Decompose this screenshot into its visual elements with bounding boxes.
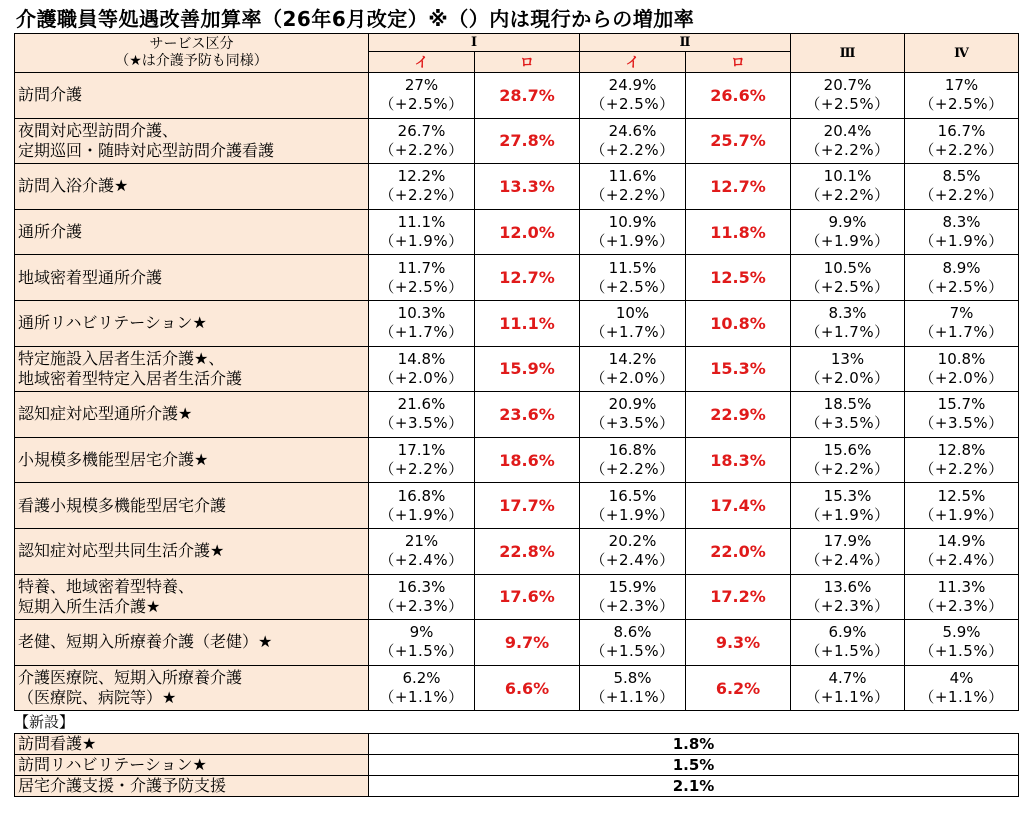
rate-III-cell	[791, 255, 905, 301]
rate-I-i-increase: （+2.5%）	[379, 95, 464, 114]
rate-II-ro-cell: 12.7%	[686, 164, 791, 210]
rate-II-i-rate: 11.6%	[608, 167, 657, 186]
rate-IV-cell	[905, 620, 1019, 666]
rate-III-rate: 20.4%	[823, 121, 872, 140]
rate-I-i-rate: 6.2%	[402, 669, 441, 688]
rate-IV-rate: 12.8%	[937, 441, 986, 460]
rate-IV-rate: 15.7%	[937, 395, 986, 414]
rate-II-i-increase: （+1.5%）	[590, 642, 675, 661]
rate-III-rate: 8.3%	[828, 304, 867, 323]
rate-II-i-rate: 15.9%	[608, 577, 657, 596]
rate-III-increase: （+2.3%）	[805, 596, 890, 615]
service-name-cell	[15, 164, 369, 210]
rate-I-i-rate: 10.3%	[397, 304, 446, 323]
rate-III-increase: （+2.4%）	[805, 551, 890, 570]
rate-III-increase: （+3.5%）	[805, 414, 890, 433]
new-service-name: 居宅介護支援・介護予防支援	[15, 776, 369, 797]
new-service-rate: 2.1%	[369, 776, 1019, 797]
rate-IV-rate: 8.3%	[942, 213, 981, 232]
rate-II-ro-cell: 11.8%	[686, 209, 791, 255]
rate-IV-cell	[905, 574, 1019, 620]
new-section-label: 【新設】	[14, 713, 75, 731]
rates-table	[14, 33, 1019, 711]
rate-I-i-increase: （+1.7%）	[379, 323, 464, 342]
rate-IV-rate: 4%	[949, 669, 974, 688]
rate-I-i-cell	[369, 483, 475, 529]
service-name-cell	[15, 73, 369, 119]
table-row	[15, 118, 1019, 164]
rate-III-rate: 13%	[830, 349, 865, 368]
service-header-line2: （★は介護予防も同様）	[115, 53, 268, 69]
rate-II-i-increase: （+1.9%）	[590, 232, 675, 251]
rate-II-i-cell	[580, 665, 686, 711]
rate-III-cell	[791, 392, 905, 438]
rate-IV-increase: （+2.5%）	[919, 95, 1004, 114]
rate-IV-rate: 11.3%	[937, 577, 986, 596]
rate-III-rate: 9.9%	[828, 213, 867, 232]
rate-II-ro-cell: 6.2%	[686, 665, 791, 711]
rate-I-ro-cell: 12.7%	[475, 255, 580, 301]
rate-I-i-cell	[369, 346, 475, 392]
service-name-line1: 夜間対応型訪問介護、	[18, 120, 179, 140]
service-name-cell	[15, 437, 369, 483]
rate-II-i-cell	[580, 574, 686, 620]
rate-I-i-rate: 11.7%	[397, 258, 446, 277]
rate-II-i-rate: 20.2%	[608, 532, 657, 551]
rate-IV-increase: （+2.2%）	[919, 460, 1004, 479]
rate-IV-increase: （+1.9%）	[919, 232, 1004, 251]
group-header-IV: Ⅳ	[905, 34, 1019, 73]
rate-I-ro-cell: 15.9%	[475, 346, 580, 392]
rate-IV-increase: （+3.5%）	[919, 414, 1004, 433]
rate-II-ro-cell: 22.0%	[686, 528, 791, 574]
rate-III-cell	[791, 118, 905, 164]
table-row	[15, 73, 1019, 119]
rate-IV-rate: 10.8%	[937, 349, 986, 368]
rate-IV-increase: （+1.5%）	[919, 642, 1004, 661]
rate-I-i-increase: （+2.5%）	[379, 277, 464, 296]
service-header	[15, 34, 369, 73]
rate-I-ro-cell: 28.7%	[475, 73, 580, 119]
rate-II-i-cell	[580, 437, 686, 483]
rate-I-i-rate: 16.8%	[397, 486, 446, 505]
rate-I-i-increase: （+2.0%）	[379, 368, 464, 387]
service-name-line1: 訪問入浴介護★	[18, 176, 129, 196]
rate-I-i-increase: （+1.1%）	[379, 688, 464, 707]
rate-IV-cell	[905, 437, 1019, 483]
rate-IV-increase: （+2.4%）	[919, 551, 1004, 570]
rate-III-rate: 4.7%	[828, 669, 867, 688]
service-name-line1: 看護小規模多機能型居宅介護	[18, 495, 227, 515]
table-row	[15, 300, 1019, 346]
rate-I-i-cell	[369, 255, 475, 301]
rate-II-ro-cell: 12.5%	[686, 255, 791, 301]
rate-II-i-increase: （+2.4%）	[590, 551, 675, 570]
page-title: 介護職員等処遇改善加算率（26年6月改定）※（）内は現行からの増加率	[16, 7, 695, 31]
rate-II-i-increase: （+2.5%）	[590, 277, 675, 296]
rate-I-ro-cell: 23.6%	[475, 392, 580, 438]
rate-II-i-rate: 8.6%	[613, 623, 652, 642]
rate-III-cell	[791, 437, 905, 483]
rate-II-i-increase: （+2.0%）	[590, 368, 675, 387]
rate-I-i-cell	[369, 528, 475, 574]
service-name-line1: 小規模多機能型居宅介護★	[18, 450, 209, 470]
rate-III-increase: （+1.9%）	[805, 505, 890, 524]
rate-III-increase: （+2.0%）	[805, 368, 890, 387]
new-service-rate: 1.5%	[369, 755, 1019, 776]
rate-II-i-rate: 11.5%	[608, 258, 657, 277]
service-name-line1: 特養、地域密着型特養、	[18, 576, 195, 596]
rate-I-i-cell	[369, 574, 475, 620]
rate-III-cell	[791, 665, 905, 711]
table-row	[15, 437, 1019, 483]
rate-III-cell	[791, 73, 905, 119]
table-row	[15, 255, 1019, 301]
service-name-line1: 老健、短期入所療養介護（老健）★	[18, 632, 273, 652]
service-name-line1: 特定施設入居者生活介護★、	[18, 348, 225, 368]
rate-II-i-rate: 24.9%	[608, 76, 657, 95]
rate-I-i-cell	[369, 437, 475, 483]
rate-IV-rate: 14.9%	[937, 532, 986, 551]
rate-II-i-cell	[580, 392, 686, 438]
rate-II-ro-cell: 22.9%	[686, 392, 791, 438]
rate-IV-cell	[905, 346, 1019, 392]
subheader-II-i: イ	[580, 52, 686, 73]
service-name-line1: 通所介護	[18, 222, 83, 242]
rate-III-rate: 18.5%	[823, 395, 872, 414]
table-row	[15, 209, 1019, 255]
rate-II-i-rate: 14.2%	[608, 349, 657, 368]
rate-II-ro-cell: 10.8%	[686, 300, 791, 346]
rate-I-i-rate: 9%	[409, 623, 434, 642]
rate-I-i-rate: 16.3%	[397, 577, 446, 596]
rate-III-rate: 15.6%	[823, 441, 872, 460]
rate-IV-rate: 5.9%	[942, 623, 981, 642]
rate-I-ro-cell: 17.6%	[475, 574, 580, 620]
rate-I-ro-cell: 6.6%	[475, 665, 580, 711]
rate-IV-increase: （+2.0%）	[919, 368, 1004, 387]
rate-II-ro-cell: 18.3%	[686, 437, 791, 483]
service-name-line1: 認知症対応型共同生活介護★	[18, 541, 225, 561]
rate-IV-rate: 16.7%	[937, 121, 986, 140]
rate-II-i-rate: 10.9%	[608, 213, 657, 232]
rate-II-i-cell	[580, 300, 686, 346]
rate-I-i-cell	[369, 392, 475, 438]
rate-I-i-rate: 14.8%	[397, 349, 446, 368]
rate-I-i-increase: （+1.5%）	[379, 642, 464, 661]
rate-I-i-cell	[369, 164, 475, 210]
service-name-cell	[15, 620, 369, 666]
subheader-I-ro: ロ	[475, 52, 580, 73]
rate-I-ro-cell: 12.0%	[475, 209, 580, 255]
rate-I-i-increase: （+2.3%）	[379, 596, 464, 615]
rate-III-cell	[791, 483, 905, 529]
service-name-cell	[15, 209, 369, 255]
rate-III-cell	[791, 346, 905, 392]
service-name-cell	[15, 528, 369, 574]
rate-IV-increase: （+2.5%）	[919, 277, 1004, 296]
service-name-cell	[15, 483, 369, 529]
rate-II-i-increase: （+2.2%）	[590, 140, 675, 159]
rate-IV-cell	[905, 164, 1019, 210]
rate-I-ro-cell: 17.7%	[475, 483, 580, 529]
rate-I-i-increase: （+2.4%）	[379, 551, 464, 570]
rate-II-i-rate: 10%	[615, 304, 650, 323]
service-name-line1: 地域密着型通所介護	[18, 267, 163, 287]
table-row	[15, 392, 1019, 438]
rate-II-i-cell	[580, 73, 686, 119]
rate-II-i-increase: （+1.9%）	[590, 505, 675, 524]
rate-II-i-cell	[580, 255, 686, 301]
group-header-III: Ⅲ	[791, 34, 905, 73]
rate-I-ro-cell: 27.8%	[475, 118, 580, 164]
rate-IV-cell	[905, 300, 1019, 346]
rate-III-increase: （+2.5%）	[805, 95, 890, 114]
rate-III-increase: （+2.5%）	[805, 277, 890, 296]
table-row	[15, 665, 1019, 711]
rate-I-i-increase: （+2.2%）	[379, 186, 464, 205]
rate-II-i-rate: 24.6%	[608, 121, 657, 140]
rate-II-ro-cell: 9.3%	[686, 620, 791, 666]
rate-IV-cell	[905, 255, 1019, 301]
service-name-cell	[15, 392, 369, 438]
rate-II-ro-cell: 15.3%	[686, 346, 791, 392]
rate-I-i-increase: （+3.5%）	[379, 414, 464, 433]
table-row	[15, 346, 1019, 392]
table-row	[15, 620, 1019, 666]
rate-III-rate: 15.3%	[823, 486, 872, 505]
rate-IV-rate: 12.5%	[937, 486, 986, 505]
rate-III-increase: （+1.5%）	[805, 642, 890, 661]
rate-III-rate: 10.5%	[823, 258, 872, 277]
rate-I-ro-cell: 13.3%	[475, 164, 580, 210]
subheader-II-ro: ロ	[686, 52, 791, 73]
rate-II-i-rate: 16.5%	[608, 486, 657, 505]
service-name-cell	[15, 255, 369, 301]
rate-IV-increase: （+1.9%）	[919, 505, 1004, 524]
rate-II-i-cell	[580, 346, 686, 392]
rate-II-i-cell	[580, 620, 686, 666]
rate-III-increase: （+1.1%）	[805, 688, 890, 707]
rate-III-cell	[791, 528, 905, 574]
rate-III-cell	[791, 574, 905, 620]
rate-II-ro-cell: 17.4%	[686, 483, 791, 529]
rate-IV-cell	[905, 665, 1019, 711]
rate-II-i-cell	[580, 483, 686, 529]
rate-II-i-increase: （+2.2%）	[590, 186, 675, 205]
rate-I-i-increase: （+2.2%）	[379, 140, 464, 159]
service-name-line1: 訪問介護	[18, 85, 83, 105]
new-service-rate: 1.8%	[369, 734, 1019, 755]
rate-I-ro-cell: 18.6%	[475, 437, 580, 483]
rate-III-rate: 17.9%	[823, 532, 872, 551]
rate-IV-rate: 17%	[944, 76, 979, 95]
rate-III-cell	[791, 164, 905, 210]
rate-II-i-cell	[580, 118, 686, 164]
rate-II-i-increase: （+2.5%）	[590, 95, 675, 114]
rate-IV-cell	[905, 528, 1019, 574]
rate-IV-increase: （+1.1%）	[919, 688, 1004, 707]
table-row	[15, 483, 1019, 529]
rate-I-i-rate: 21%	[404, 532, 439, 551]
subheader-I-i: イ	[369, 52, 475, 73]
rate-I-i-rate: 17.1%	[397, 441, 446, 460]
table-row	[15, 528, 1019, 574]
rate-I-i-cell	[369, 620, 475, 666]
service-name-line2: 短期入所生活介護★	[18, 596, 161, 616]
rate-IV-cell	[905, 73, 1019, 119]
rate-II-i-increase: （+2.2%）	[590, 460, 675, 479]
rate-I-i-increase: （+1.9%）	[379, 232, 464, 251]
rate-I-i-cell	[369, 300, 475, 346]
rate-III-rate: 20.7%	[823, 76, 872, 95]
rate-II-i-cell	[580, 164, 686, 210]
rate-I-i-cell	[369, 665, 475, 711]
rate-II-i-increase: （+2.3%）	[590, 596, 675, 615]
rate-III-increase: （+2.2%）	[805, 140, 890, 159]
service-name-cell	[15, 574, 369, 620]
rate-II-ro-cell: 17.2%	[686, 574, 791, 620]
service-name-line1: 介護医療院、短期入所療養介護	[18, 668, 243, 688]
rate-I-i-cell	[369, 118, 475, 164]
rate-I-i-increase: （+1.9%）	[379, 505, 464, 524]
rate-II-i-rate: 5.8%	[613, 669, 652, 688]
rate-I-i-rate: 21.6%	[397, 395, 446, 414]
group-header-I: Ⅰ	[369, 34, 580, 52]
rate-II-i-increase: （+1.7%）	[590, 323, 675, 342]
rate-III-increase: （+1.7%）	[805, 323, 890, 342]
service-name-cell	[15, 300, 369, 346]
new-service-name: 訪問リハビリテーション★	[15, 755, 369, 776]
rate-I-i-rate: 11.1%	[397, 213, 446, 232]
rate-II-i-increase: （+1.1%）	[590, 688, 675, 707]
service-name-cell	[15, 118, 369, 164]
rate-I-i-rate: 27%	[404, 76, 439, 95]
rate-IV-rate: 7%	[949, 304, 974, 323]
rate-III-increase: （+2.2%）	[805, 460, 890, 479]
rate-II-i-cell	[580, 528, 686, 574]
rate-IV-increase: （+2.2%）	[919, 186, 1004, 205]
service-name-cell	[15, 665, 369, 711]
rate-I-ro-cell: 22.8%	[475, 528, 580, 574]
rate-IV-rate: 8.9%	[942, 258, 981, 277]
service-name-line1: 認知症対応型通所介護★	[18, 404, 193, 424]
service-name-line1: 通所リハビリテーション★	[18, 313, 207, 333]
rate-II-ro-cell: 26.6%	[686, 73, 791, 119]
service-name-line2: 定期巡回・随時対応型訪問介護看護	[18, 140, 275, 160]
rate-I-i-cell	[369, 73, 475, 119]
rate-I-ro-cell: 9.7%	[475, 620, 580, 666]
rate-IV-increase: （+1.7%）	[919, 323, 1004, 342]
rate-IV-rate: 8.5%	[942, 167, 981, 186]
rate-III-cell	[791, 300, 905, 346]
rate-IV-cell	[905, 392, 1019, 438]
rate-III-increase: （+1.9%）	[805, 232, 890, 251]
service-header-line1: サービス区分	[149, 36, 234, 52]
rate-III-cell	[791, 209, 905, 255]
rate-IV-cell	[905, 483, 1019, 529]
rate-IV-increase: （+2.3%）	[919, 596, 1004, 615]
rate-II-i-rate: 20.9%	[608, 395, 657, 414]
rate-III-cell	[791, 620, 905, 666]
table-row	[15, 164, 1019, 210]
rate-II-ro-cell: 25.7%	[686, 118, 791, 164]
rate-I-i-cell	[369, 209, 475, 255]
service-name-line2: （医療院、病院等）★	[18, 688, 177, 708]
service-name-line2: 地域密着型特定入居者生活介護	[18, 368, 243, 388]
rate-III-rate: 10.1%	[823, 167, 872, 186]
rate-III-rate: 13.6%	[823, 577, 872, 596]
rate-III-increase: （+2.2%）	[805, 186, 890, 205]
new-service-row	[15, 776, 1019, 797]
rate-IV-cell	[905, 118, 1019, 164]
group-header-II: Ⅱ	[580, 34, 791, 52]
new-service-row	[15, 755, 1019, 776]
new-service-name: 訪問看護★	[15, 734, 369, 755]
table-row	[15, 574, 1019, 620]
rate-II-i-rate: 16.8%	[608, 441, 657, 460]
rate-II-i-increase: （+3.5%）	[590, 414, 675, 433]
rate-II-i-cell	[580, 209, 686, 255]
rate-I-i-rate: 12.2%	[397, 167, 446, 186]
rate-III-rate: 6.9%	[828, 623, 867, 642]
rate-I-i-rate: 26.7%	[397, 121, 446, 140]
rate-I-i-increase: （+2.2%）	[379, 460, 464, 479]
service-name-cell	[15, 346, 369, 392]
rate-IV-cell	[905, 209, 1019, 255]
rate-I-ro-cell: 11.1%	[475, 300, 580, 346]
new-services-table	[14, 733, 1019, 797]
rate-IV-increase: （+2.2%）	[919, 140, 1004, 159]
new-service-row	[15, 734, 1019, 755]
